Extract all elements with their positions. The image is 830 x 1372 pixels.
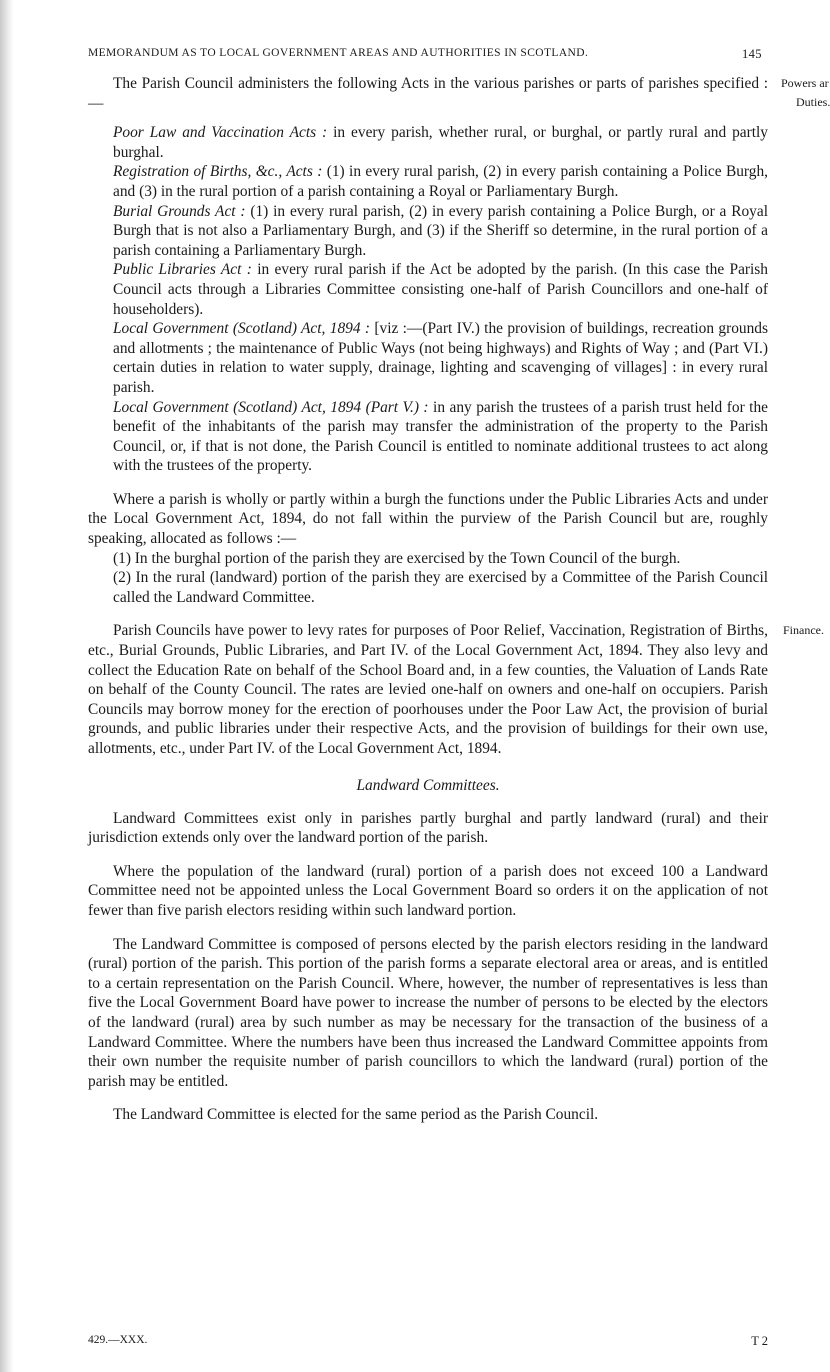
intro-block (88, 74, 830, 113)
landward-paragraph: Where the population of the landward (rural) portion of a parish does not exceed 100 a Landward Committee need not be appointed unless the Local Government Board so orders it on the application of not fewer than five parish electors residing within such landward portion. (88, 862, 768, 919)
intro-paragraph: The Parish Council administers the following Acts in the various parishes or parts of parishes specified :— (88, 75, 768, 112)
margin-note-finance: Finance. (783, 623, 824, 638)
printer-signature: 429.—XXX. (88, 1334, 148, 1346)
act-item (88, 260, 768, 319)
running-head-title: MEMORANDUM AS TO LOCAL GOVERNMENT AREAS AND AUTHORITIES IN SCOTLAND. (88, 47, 589, 59)
act-text: in every rural parish if the Act be adopted by the parish. (In this case the Parish Council acts through a Libraries Committee consisting one-half of Parish Councillors and one-half of householders). (113, 261, 768, 318)
page-footer (88, 1334, 768, 1350)
margin-note-powers: Powers ar (781, 76, 829, 90)
act-name: Local Government (Scotland) Act, 1894 : (113, 320, 371, 338)
burgh-item: (2) In the rural (landward) portion of the parish they are exercised by a Committee of the Parish Council called the Landward Committee. (113, 569, 768, 606)
burgh-intro-paragraph: Where a parish is wholly or partly within a burgh the functions under the Public Libraries Acts and under the Local Government Act, 1894, do not fall within the purview of the Parish Council but are, roughly speaking, allocated as follows :— (88, 490, 768, 548)
act-name: Local Government (Scotland) Act, 1894 (Part V.) : (113, 398, 429, 416)
finance-block (88, 621, 824, 758)
act-item (88, 162, 768, 201)
page-number: 145 (742, 47, 762, 61)
act-text: (1) in every rural parish, (2) in every parish containing a Police Burgh, or a Royal Burgh that is not also a Parliamentary Burgh, and (3) if the Sheriff so determine, in the rural portion of a parish containing a Parliamentary Burgh. (113, 202, 768, 259)
act-item (88, 123, 768, 162)
act-name: Poor Law and Vaccination Acts : (113, 124, 328, 142)
margin-note-duties: Duties. (796, 95, 830, 109)
section-heading-landward: Landward Committees. (356, 776, 500, 794)
act-text: in every parish, whether rural, or burghal, or partly rural and partly burghal. (113, 124, 768, 161)
page-body (88, 74, 830, 1125)
finance-paragraph: Parish Councils have power to levy rates for purposes of Poor Relief, Vaccination, Registration of Births, etc., Burial Grounds, Public Libraries, and Part IV. of the Local Government Act, 1894. They also levy and collect the Education Rate on behalf of the School Board and, in a few counties, the Valuation of Lands Rate on behalf of the County Council. The rates are levied one-half on owners and one-half on occupiers. Parish Councils may borrow money for the erection of poorhouses under the Poor Law Act, the provision of burial grounds, and public libraries under their respective Acts, and the provision of buildings for their own use, allotments, etc., under Part IV. of the Local Government Act, 1894. (88, 622, 768, 757)
act-text: (1) in every rural parish, (2) in every parish containing a Police Burgh, and (3) in the rural portion of a parish containing a Royal or Parliamentary Burgh. (113, 163, 768, 200)
landward-paragraph: The Landward Committee is composed of persons elected by the parish electors residing in the landward (rural) portion of the parish. This portion of the parish forms a separate electoral area or areas, and is entitled to a certain representation on the Parish Council. Where, however, the number of representatives is less than five the Local Government Board have power to increase the number of persons to be elected by the electors of the landward (rural) area by such number as may be necessary for the transaction of the business of a Landward Committee. Where the numbers have been thus increased the Landward Committee appoints from their own number the requisite number of parish councillors to which the landward (rural) portion of the parish may be entitled. (88, 935, 768, 1090)
act-text: in any parish the trustees of a parish trust held for the benefit of the inhabitants of the parish may transfer the administration of the property to the Parish Council, or, if that is not done, the Parish Council is entitled to nominate additional trustees to act along with the trustees of the property. (113, 398, 768, 475)
signature-mark: T 2 (751, 1334, 768, 1348)
book-spine-shadow (0, 0, 14, 1372)
act-name: Public Libraries Act : (113, 261, 252, 279)
act-item (88, 319, 768, 397)
burgh-item: (1) In the burghal portion of the parish they are exercised by the Town Council of the burgh. (113, 549, 681, 567)
landward-paragraph: Landward Committees exist only in parishes partly burghal and partly landward (rural) and their jurisdiction extends only over the landward portion of the parish. (88, 809, 768, 847)
act-item (88, 398, 768, 476)
act-text: [viz :—(Part IV.) the provision of buildings, recreation grounds and allotments ; the maintenance of Public Ways (not being highways) and Rights of Way ; and (Part VI.) certain duties in relation to water supply, drainage, lighting and scavenging of villages] : in every rural parish. (113, 320, 768, 396)
act-name: Burial Grounds Act : (113, 202, 246, 220)
act-name: Registration of Births, &c., Acts : (113, 163, 323, 181)
landward-paragraph: The Landward Committee is elected for the same period as the Parish Council. (113, 1106, 599, 1124)
act-item (88, 202, 768, 261)
